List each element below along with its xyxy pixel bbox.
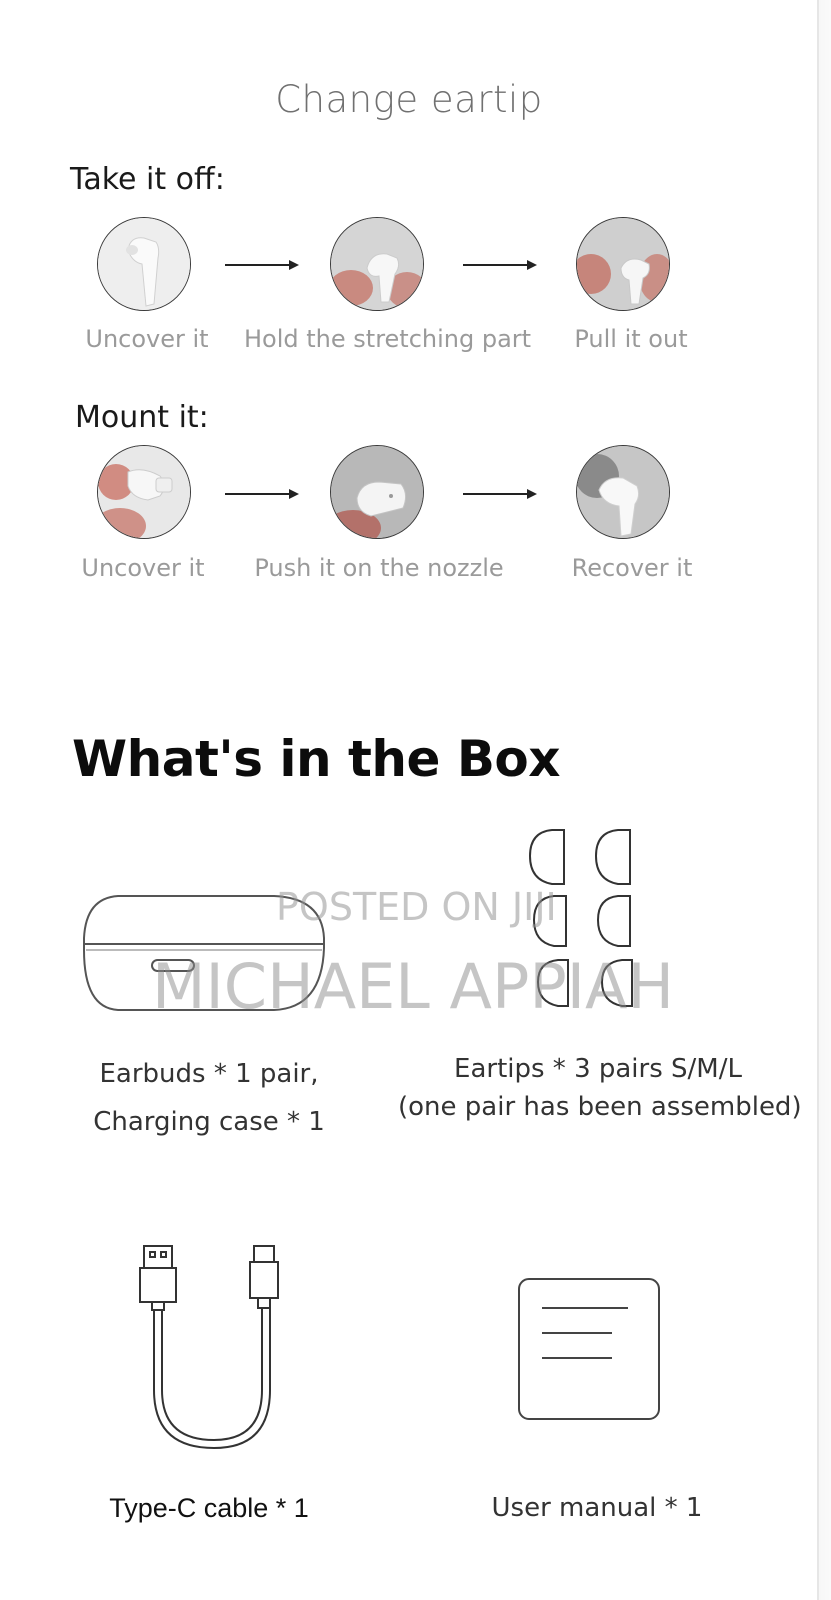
finger-photo-icon bbox=[97, 445, 191, 539]
watermark-line: MICHAEL APPIAH bbox=[152, 950, 675, 1023]
arrow-right-icon bbox=[225, 486, 300, 502]
arrow-right-icon bbox=[463, 257, 538, 273]
manual-item-text: User manual * 1 bbox=[491, 1493, 703, 1523]
page-title: Change eartip bbox=[275, 78, 543, 121]
finger-photo-icon bbox=[330, 445, 424, 539]
usb-c-cable-icon bbox=[132, 1240, 292, 1450]
step-caption: Push it on the nozzle bbox=[254, 554, 504, 582]
step-caption: Uncover it bbox=[85, 325, 209, 353]
earbuds-line: Earbuds * 1 pair, bbox=[99, 1059, 319, 1089]
arrow-right-icon bbox=[225, 257, 300, 273]
arrow-right-icon bbox=[463, 486, 538, 502]
eartips-line: Eartips * 3 pairs S/M/L bbox=[454, 1054, 742, 1084]
eartips-item-text bbox=[398, 1050, 802, 1126]
step-caption: Hold the stretching part bbox=[244, 325, 532, 353]
step-caption: Uncover it bbox=[81, 554, 205, 582]
earbuds-item-text bbox=[70, 1050, 348, 1146]
box-section-title: What's in the Box bbox=[72, 730, 561, 788]
earbud-photo-icon bbox=[97, 217, 191, 311]
mount-label: Mount it: bbox=[75, 400, 209, 435]
page-edge bbox=[817, 0, 831, 1600]
take-off-label: Take it off: bbox=[70, 162, 225, 197]
finger-photo-icon bbox=[576, 217, 670, 311]
step-caption: Recover it bbox=[571, 554, 693, 582]
user-manual-icon bbox=[516, 1276, 670, 1420]
cable-item-text: Type-C cable * 1 bbox=[109, 1493, 309, 1523]
watermark-line: POSTED ON JIJI bbox=[276, 885, 557, 929]
eartips-note: (one pair has been assembled) bbox=[398, 1092, 802, 1122]
case-line: Charging case * 1 bbox=[93, 1107, 325, 1137]
finger-photo-icon bbox=[330, 217, 424, 311]
earbud-photo-icon bbox=[576, 445, 670, 539]
step-caption: Pull it out bbox=[574, 325, 688, 353]
